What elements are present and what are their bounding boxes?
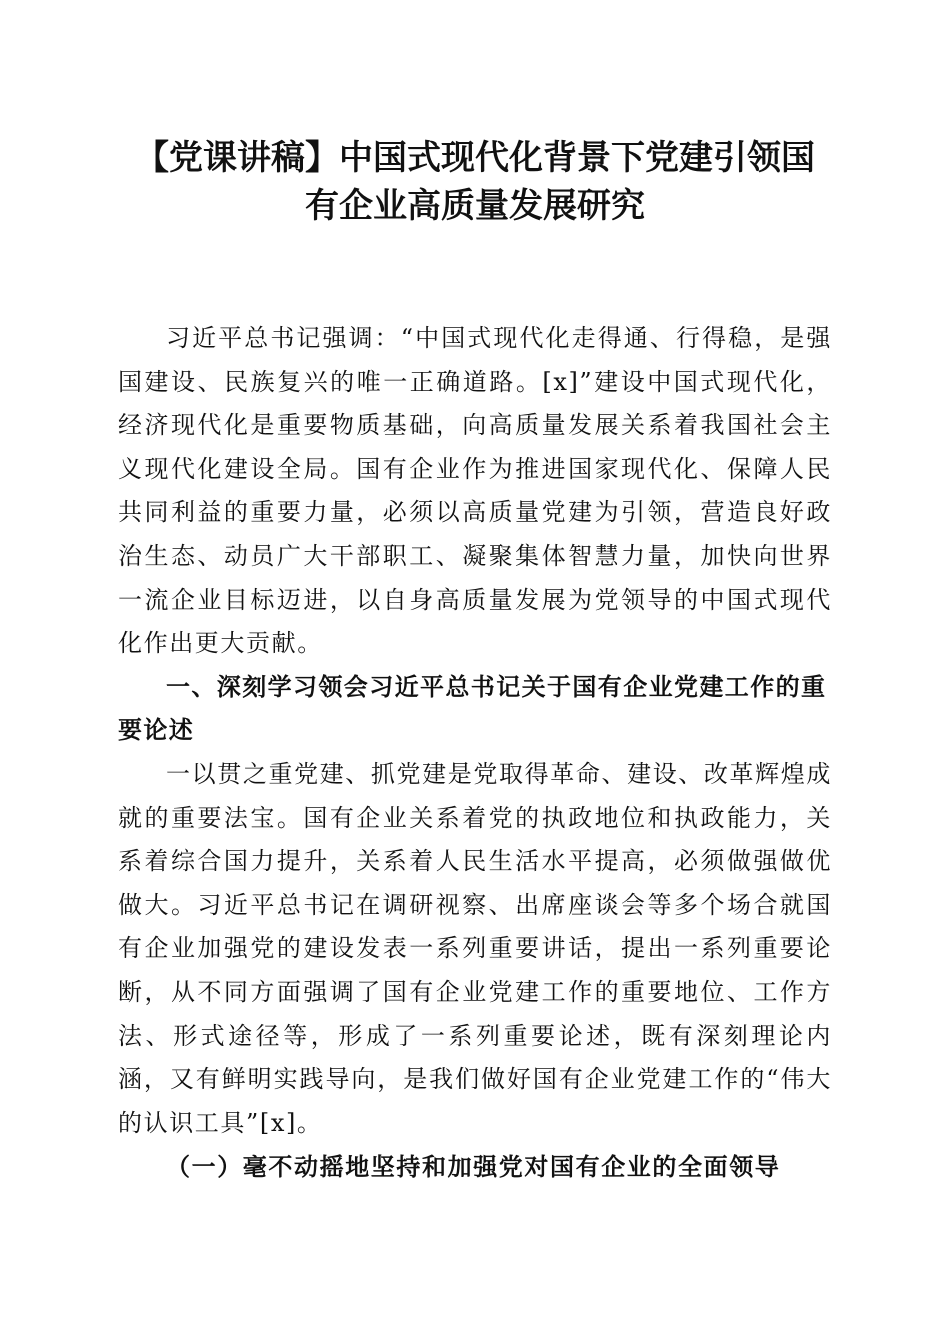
subsection-1-heading: （一）毫不动摇地坚持和加强党对国有企业的全面领导 [166,1152,781,1182]
intro-paragraph: 习近平总书记强调：“中国式现代化走得通、行得稳，是强国建设、民族复兴的唯一正确道路。[x]”建设中国式现代化，经济现代化是重要物质基础，向高质量发展关系着我国社会主义现代化建设全局。国有企业作为推进国家现代化、保障人民共同利益的重要力量，必须以高质量党建为引领，营造良好政治生态、动员广大干部职工、凝聚集体智慧力量，加快向世界一流企业目标迈进，以自身高质量发展为党领导的中国式现代化作出更大贡献。 [118,324,832,658]
document-title [118,134,832,230]
section-1-heading: 一、深刻学习领会习近平总书记关于国有企业党建工作的重要论述 [118,672,827,745]
section-1-paragraph: 一以贯之重党建、抓党建是党取得革命、建设、改革辉煌成就的重要法宝。国有企业关系着党的执政地位和执政能力，关系着综合国力提升，关系着人民生活水平提高，必须做强做优做大。习近平总书记在调研视察、出席座谈会等多个场合就国有企业加强党的建设发表一系列重要讲话，提出一系列重要论断，从不同方面强调了国有企业党建工作的重要地位、工作方法、形式途径等，形成了一系列重要论述，既有深刻理论内涵，又有鲜明实践导向，是我们做好国有企业党建工作的“伟大的认识工具”[x]。 [118,759,832,1137]
title-line-1: 【党课讲稿】中国式现代化背景下党建引领国 [135,138,815,178]
document-page [118,134,832,1189]
title-line-2: 有企业高质量发展研究 [305,186,645,226]
